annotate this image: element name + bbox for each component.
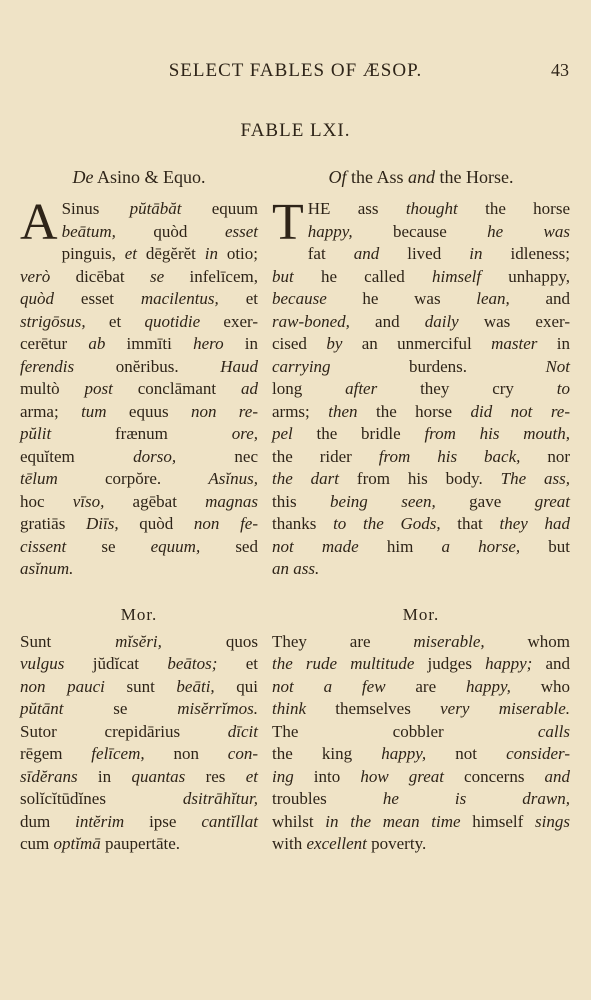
latin-segment: esset xyxy=(54,289,141,308)
english-segment: this xyxy=(272,491,331,511)
latin-segment: frænum xyxy=(51,424,232,443)
latin-segment: exer- xyxy=(200,311,258,331)
english-line xyxy=(272,311,570,334)
latin-moral-segment: dum xyxy=(20,811,76,831)
english-moral-segment: happy, xyxy=(465,676,511,696)
latin-line xyxy=(20,558,258,581)
english-moral-line xyxy=(272,698,570,721)
english-line xyxy=(272,266,570,289)
latin-moral-segment: cum xyxy=(20,834,54,853)
english-line xyxy=(272,198,570,221)
latin-segment: se xyxy=(66,536,151,556)
latin-segment: equus xyxy=(106,401,191,421)
english-line xyxy=(272,378,570,401)
latin-moral-title: Mor. xyxy=(120,604,158,624)
latin-line xyxy=(20,513,258,536)
english-segment: but xyxy=(520,536,571,556)
latin-segment: tēlum xyxy=(20,469,58,488)
english-segment: lean, xyxy=(476,289,510,308)
english-moral-segment: he is drawn, xyxy=(382,789,570,808)
english-segment: was exer- xyxy=(458,311,571,331)
latin-segment: pŭlit xyxy=(20,424,52,443)
english-segment: and xyxy=(353,244,380,263)
english-segment: pel xyxy=(272,424,293,443)
english-segment: thanks xyxy=(272,514,334,533)
english-moral-segment: in the mean time xyxy=(325,811,461,831)
latin-segment: ab xyxy=(88,334,106,353)
latin-moral-segment: dīcit xyxy=(227,721,258,741)
latin-segment: pŭtābăt xyxy=(129,199,182,218)
latin-moral-segment: res xyxy=(185,766,246,786)
latin-moral-segment: solĭcĭtūdĭnes xyxy=(20,789,183,808)
english-segment: lived xyxy=(379,244,470,263)
latin-column xyxy=(20,162,258,856)
latin-segment: conclāmant xyxy=(112,379,241,398)
latin-segment: vīso, xyxy=(72,491,105,511)
latin-moral-segment: sunt xyxy=(104,676,177,696)
english-moral-line xyxy=(272,676,570,699)
english-segment: he called xyxy=(293,266,432,286)
english-segment: after xyxy=(345,379,378,398)
english-segment: arms; xyxy=(272,401,329,421)
english-moral-segment: and xyxy=(532,654,570,673)
english-line xyxy=(272,333,570,356)
english-heading-main2: the Horse. xyxy=(435,167,514,187)
english-segment: cised xyxy=(272,334,327,353)
latin-moral-line xyxy=(20,833,258,856)
english-segment: gave xyxy=(435,491,535,511)
latin-moral-segment: beāti, xyxy=(176,676,215,696)
latin-segment: in xyxy=(223,334,258,353)
latin-segment: in xyxy=(204,244,218,263)
english-segment: the bridle xyxy=(292,424,425,443)
latin-segment: quotidie xyxy=(144,311,201,331)
english-moral-segment: not xyxy=(426,744,507,763)
latin-moral-segment: Sutor crepidārius xyxy=(20,721,228,741)
english-line xyxy=(272,491,570,514)
latin-moral-text xyxy=(20,631,258,856)
english-segment: himself xyxy=(431,266,482,286)
latin-segment: ad xyxy=(241,379,258,398)
latin-moral-segment: paupertāte. xyxy=(100,834,181,853)
latin-segment: equum xyxy=(181,199,258,218)
latin-segment: magnas xyxy=(205,491,259,511)
latin-moral-segment: intĕrim xyxy=(75,811,125,831)
latin-moral-line xyxy=(20,721,258,744)
english-segment: in xyxy=(537,334,570,353)
english-moral-segment: into xyxy=(293,766,361,786)
latin-segment: Asĭnus, xyxy=(208,469,258,488)
english-segment: from his body. xyxy=(339,469,501,488)
latin-segment: sed xyxy=(200,536,258,556)
english-moral-segment: are xyxy=(385,676,466,696)
latin-segment: post xyxy=(84,379,113,398)
latin-line xyxy=(20,378,258,401)
english-segment: the horse xyxy=(457,199,570,218)
english-segment: an ass. xyxy=(272,559,320,578)
english-segment: a horse, xyxy=(441,536,521,556)
latin-segment: dicēbat xyxy=(50,266,151,286)
latin-segment: arma; xyxy=(20,401,82,421)
latin-segment: equĭtem xyxy=(20,446,134,466)
english-moral-segment: ing xyxy=(272,766,294,786)
english-segment: but xyxy=(272,266,294,286)
english-moral-segment: with xyxy=(272,834,307,853)
english-line xyxy=(272,513,570,536)
latin-moral-segment: cantĭllat xyxy=(201,811,258,831)
english-line xyxy=(272,401,570,424)
english-segment: nor xyxy=(520,446,570,466)
english-segment: burdens. xyxy=(330,356,546,376)
latin-moral-segment: et xyxy=(217,654,258,673)
latin-moral-line xyxy=(20,811,258,834)
latin-moral-line xyxy=(20,788,258,811)
english-segment: did not re- xyxy=(470,401,571,421)
fable-title: FABLE LXI. xyxy=(240,120,351,141)
latin-segment: pinguis, xyxy=(61,244,125,263)
english-moral-segment: calls xyxy=(537,721,570,741)
latin-moral-segment: dsitrāhĭtur, xyxy=(182,789,258,808)
english-moral-segment: happy, xyxy=(381,744,427,763)
english-segment: master xyxy=(491,334,538,353)
english-moral-segment: They are xyxy=(272,631,414,651)
english-moral-segment: sings xyxy=(535,811,570,831)
latin-segment: hoc xyxy=(20,491,73,511)
english-line xyxy=(272,356,570,379)
english-moral-segment: himself xyxy=(460,811,536,831)
english-line xyxy=(272,221,570,244)
english-segment: him xyxy=(358,536,442,556)
english-moral-segment: excellent xyxy=(306,834,367,853)
latin-line xyxy=(20,491,258,514)
english-segment: the dart xyxy=(272,469,340,488)
english-moral-line xyxy=(272,811,570,834)
english-segment: by xyxy=(326,334,343,353)
latin-segment: verò xyxy=(20,266,51,286)
english-moral-segment: very miserable. xyxy=(440,699,570,718)
english-segment: unhappy, xyxy=(481,266,570,286)
latin-moral-line xyxy=(20,676,258,699)
page-number: 43 xyxy=(551,60,569,80)
english-segment: long xyxy=(272,379,346,398)
latin-moral-segment: mĭsĕri, xyxy=(115,631,162,651)
latin-line xyxy=(20,356,258,379)
english-segment: idleness; xyxy=(482,244,570,263)
latin-heading-prefix: De xyxy=(72,167,94,187)
english-moral-line xyxy=(272,833,570,856)
latin-segment: cissent xyxy=(20,536,67,556)
english-segment: to the Gods, xyxy=(333,514,441,533)
latin-segment: corpŏre. xyxy=(57,469,209,488)
english-segment: because xyxy=(352,221,488,241)
english-moral-line xyxy=(272,766,570,789)
latin-segment: quòd xyxy=(118,514,194,533)
latin-segment: gratiās xyxy=(20,514,86,533)
latin-moral-segment: rēgem xyxy=(20,744,92,763)
english-moral-segment: whilst xyxy=(272,811,326,831)
english-moral-segment: themselves xyxy=(306,699,441,718)
english-moral-segment: how great xyxy=(360,766,444,786)
latin-segment: Haud xyxy=(220,356,258,376)
running-title: SELECT FABLES OF ÆSOP. xyxy=(168,60,423,81)
latin-heading xyxy=(20,162,258,192)
english-segment: the rider xyxy=(272,446,379,466)
latin-moral-segment: se xyxy=(63,699,178,718)
latin-line xyxy=(20,401,258,424)
english-moral-segment: judges xyxy=(414,654,486,673)
english-segment: he was xyxy=(487,221,570,241)
english-line xyxy=(272,468,570,491)
english-segment: not made xyxy=(272,536,359,556)
english-moral-title: Mor. xyxy=(402,604,440,624)
latin-moral-segment: Sunt xyxy=(20,631,116,651)
english-segment: from his back, xyxy=(378,446,521,466)
english-moral-line xyxy=(272,721,570,744)
english-moral-segment: happy; xyxy=(485,654,533,673)
latin-segment: beātum, xyxy=(61,221,116,241)
latin-moral-segment: felīcem, xyxy=(91,744,145,763)
english-line xyxy=(272,423,570,446)
english-segment: he was xyxy=(326,289,477,308)
english-segment: in xyxy=(469,244,483,263)
latin-moral-segment: vulgus xyxy=(20,654,65,673)
english-moral-line xyxy=(272,631,570,654)
english-moral-segment: the rude multitude xyxy=(272,654,415,673)
english-moral-segment: think xyxy=(272,699,306,718)
latin-moral-line xyxy=(20,766,258,789)
latin-segment: esset xyxy=(224,221,258,241)
latin-moral-segment: sīdĕrans xyxy=(20,766,78,786)
latin-moral-line xyxy=(20,698,258,721)
latin-moral-line xyxy=(20,631,258,654)
english-segment: then xyxy=(328,401,358,421)
english-line xyxy=(272,288,570,311)
english-segment: daily xyxy=(424,311,459,331)
english-segment: because xyxy=(272,289,327,308)
latin-moral-segment: ipse xyxy=(124,811,202,831)
latin-line xyxy=(20,333,258,356)
latin-segment: tum xyxy=(81,401,107,421)
latin-heading-main: Asino & Equo. xyxy=(97,167,206,187)
latin-segment: strigōsus, xyxy=(20,311,86,331)
latin-moral-segment: et xyxy=(245,766,258,786)
english-segment: and xyxy=(509,289,571,308)
latin-line xyxy=(20,468,258,491)
english-moral-segment: not a few xyxy=(272,676,386,696)
latin-segment: et xyxy=(85,311,145,331)
latin-segment: equum, xyxy=(150,536,201,556)
latin-moral-segment: qui xyxy=(214,676,258,696)
english-segment: great xyxy=(534,491,570,511)
english-dropcap: T xyxy=(272,194,304,251)
english-segment: the horse xyxy=(357,401,471,421)
english-line xyxy=(272,446,570,469)
latin-segment: ore, xyxy=(231,424,258,443)
english-segment: being seen, xyxy=(330,491,436,511)
latin-segment: agēbat xyxy=(104,491,206,511)
latin-segment: multò xyxy=(20,379,85,398)
english-moral-segment: whom xyxy=(484,631,570,651)
latin-segment: cerētur xyxy=(20,334,89,353)
english-moral-segment: the king xyxy=(272,744,382,763)
latin-moral-segment: quos xyxy=(161,631,258,651)
latin-segment: quòd xyxy=(20,289,54,308)
latin-moral-segment: optĭmā xyxy=(53,834,101,853)
latin-segment: et xyxy=(218,289,258,308)
latin-segment: non re- xyxy=(190,401,258,421)
english-heading-conj: and xyxy=(408,167,436,187)
english-moral-segment: poverty. xyxy=(366,834,427,853)
latin-moral-segment: non pauci xyxy=(20,676,105,696)
latin-moral-segment: con- xyxy=(227,744,258,763)
latin-segment: macilentus, xyxy=(140,289,219,308)
english-segment: thought xyxy=(405,199,458,218)
latin-line xyxy=(20,536,258,559)
english-segment: an unmerciful xyxy=(342,334,492,353)
english-line xyxy=(272,536,570,559)
latin-segment: nec xyxy=(176,446,258,466)
english-column xyxy=(272,162,570,856)
latin-line xyxy=(20,288,258,311)
english-heading-main1: the Ass xyxy=(346,167,409,187)
latin-segment: onĕribus. xyxy=(74,356,221,376)
latin-segment: se xyxy=(150,266,165,286)
latin-moral-segment: non xyxy=(144,744,228,763)
latin-segment: non fe- xyxy=(193,514,258,533)
latin-moral-segment: jŭdĭcat xyxy=(64,654,168,673)
latin-moral-segment: pŭtānt xyxy=(20,699,64,718)
english-fable-text xyxy=(272,194,571,581)
english-moral-line xyxy=(272,653,570,676)
english-segment: and xyxy=(349,311,425,331)
english-moral-segment: miserable, xyxy=(413,631,485,651)
latin-segment: quòd xyxy=(115,221,225,241)
english-segment: raw-boned, xyxy=(272,311,350,331)
latin-segment: dorso, xyxy=(133,446,177,466)
english-line xyxy=(272,243,570,266)
english-segment: from his mouth, xyxy=(424,424,570,443)
latin-segment: hero xyxy=(193,334,224,353)
latin-segment: Sinus xyxy=(61,199,130,218)
english-line xyxy=(272,558,570,581)
english-segment: fat xyxy=(307,244,354,263)
latin-moral-segment: quantas xyxy=(131,766,186,786)
latin-moral-line xyxy=(20,743,258,766)
latin-dropcap: A xyxy=(20,194,58,251)
english-segment: Not xyxy=(545,356,570,376)
latin-moral-line xyxy=(20,653,258,676)
latin-segment: immīti xyxy=(105,334,194,353)
latin-segment: Diīs, xyxy=(85,514,119,533)
english-moral-segment: concerns xyxy=(443,766,545,786)
latin-segment: et xyxy=(124,244,138,263)
english-moral-segment: who xyxy=(510,676,570,696)
english-heading-prefix: Of xyxy=(328,167,347,187)
english-moral-segment: consider- xyxy=(506,744,570,763)
english-segment: they cry xyxy=(377,379,557,398)
english-moral-line xyxy=(272,743,570,766)
latin-segment: ferendis xyxy=(20,356,75,376)
english-segment: carrying xyxy=(272,356,331,376)
english-segment: HE ass xyxy=(307,199,406,218)
latin-segment: asĭnum. xyxy=(20,559,74,578)
english-segment: that xyxy=(440,514,500,533)
latin-line xyxy=(20,446,258,469)
english-moral-segment: troubles xyxy=(272,789,383,808)
english-moral-text xyxy=(272,631,570,856)
latin-line xyxy=(20,423,258,446)
latin-moral-segment: in xyxy=(77,766,132,786)
english-segment: happy, xyxy=(307,221,353,241)
latin-moral-segment: misĕrrĭmos. xyxy=(177,699,258,718)
english-moral-segment: and xyxy=(544,766,571,786)
english-segment: to xyxy=(556,379,570,398)
latin-moral-segment: beātos; xyxy=(167,654,218,673)
latin-line xyxy=(20,266,258,289)
latin-segment: infelīcem, xyxy=(164,266,258,286)
english-heading xyxy=(272,162,570,192)
latin-fable-text xyxy=(20,194,259,581)
english-segment: The ass, xyxy=(500,469,571,488)
english-moral-segment: The cobbler xyxy=(272,721,538,741)
english-segment: they had xyxy=(499,514,570,533)
running-head xyxy=(0,60,591,86)
latin-segment: otio; xyxy=(217,244,259,263)
latin-segment: dēgĕrĕt xyxy=(137,244,205,263)
english-moral-line xyxy=(272,788,570,811)
latin-line xyxy=(20,311,258,334)
